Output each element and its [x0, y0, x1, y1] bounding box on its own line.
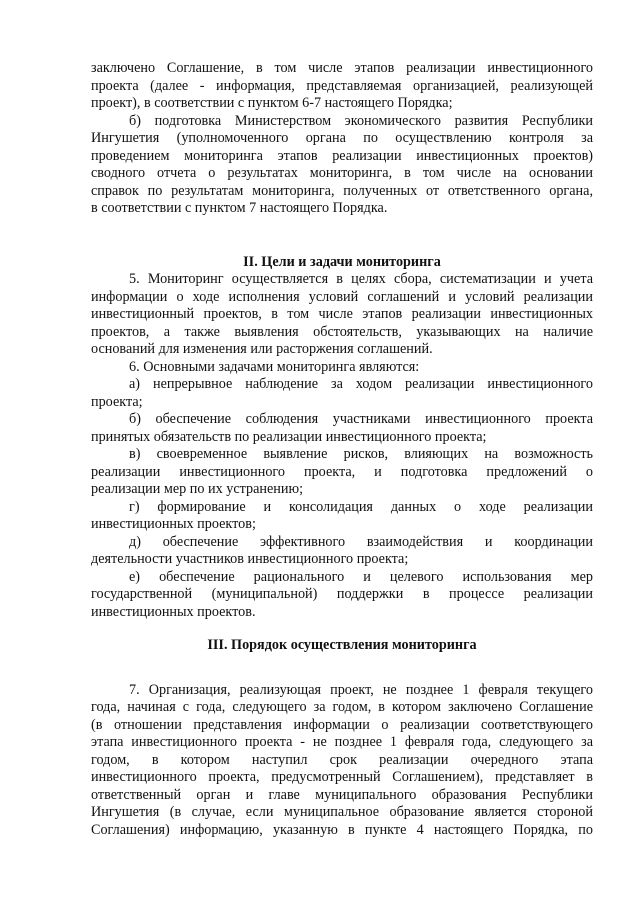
text-line: проекта;: [91, 393, 143, 410]
paragraph-point-6: 6. Основными задачами мониторинга являются:: [129, 358, 420, 375]
list-item-g: [91, 499, 593, 534]
text-line: инвестиционных проектов;: [91, 516, 256, 532]
text-line: б) подготовка Министерством экономического развития Республики: [129, 112, 593, 129]
text-line: года, начиная с года, следующего за годом, в котором заключено Соглашение: [91, 699, 593, 715]
text-line: а) непрерывное наблюдение за ходом реализации инвестиционного: [129, 376, 593, 392]
text-line: проект), в соответствии с пунктом 6-7 настоящего Порядка;: [91, 95, 453, 111]
text-line: д) обеспечение эффективного взаимодействия и координации: [129, 533, 593, 550]
text-line: е) обеспечение рационального и целевого использования мер: [129, 568, 593, 585]
list-item-a: [91, 376, 593, 411]
section-heading-procedure: III. Порядок осуществления мониторинга: [207, 637, 477, 653]
list-item-e: [91, 569, 593, 622]
text-line: б) обеспечение соблюдения участниками инвестиционного проекта: [129, 411, 593, 427]
text-line: оснований для изменения или расторжения соглашений.: [91, 341, 433, 357]
text-line: в) своевременное выявление рисков, влияющих на возможность: [129, 446, 593, 462]
text-line: Ингушетия (уполномоченного органа по осуществлению контроля за: [91, 130, 593, 146]
text-line: Ингушетия (в случае, если муниципальное образование является стороной: [91, 804, 593, 820]
paragraph-item-b-report: [91, 113, 593, 218]
text-line: проекта (далее - информация, представляемая организацией, реализующей: [91, 77, 593, 94]
text-line: принятых обязательств по реализации инвестиционного проекта;: [91, 428, 487, 445]
text-line: справок по результатам мониторинга, полученных от ответственного органа,: [91, 182, 593, 199]
text-line: 5. Мониторинг осуществляется в целях сбора, систематизации и учета: [129, 271, 593, 287]
section-heading-goals: II. Цели и задачи мониторинга: [243, 253, 441, 270]
text-line: в соответствии с пунктом 7 настоящего Порядка.: [91, 200, 388, 216]
text-line: этапа инвестиционного проекта - не позднее 1 февраля года, следующего за: [91, 734, 593, 750]
text-line: 7. Организация, реализующая проект, не позднее 1 февраля текущего: [129, 681, 593, 698]
list-item-b: [91, 411, 593, 446]
document-page: [91, 60, 593, 839]
paragraph-point-7: [91, 682, 593, 840]
text-line: (в отношении представления информации о реализации соответствующего: [91, 716, 593, 733]
list-item-v: [91, 446, 593, 499]
text-line: годом, в котором наступил срок реализации очередного этапа: [91, 751, 593, 768]
text-line: инвестиционных проектов.: [91, 603, 256, 620]
text-line: государственной (муниципальной) поддержки в процессе реализации: [91, 586, 593, 602]
text-line: сводного отчета о результатах мониторинга, в том числе на основании: [91, 165, 593, 181]
text-line: реализации мер по их устранению;: [91, 481, 304, 497]
text-line: проектов, а также выявления обстоятельств, указывающих на наличие: [91, 323, 593, 340]
text-line: Соглашения) информацию, указанную в пункте 4 настоящего Порядка, по: [91, 821, 593, 838]
text-line: г) формирование и консолидация данных о ходе реализации: [129, 498, 593, 515]
text-line: заключено Соглашение, в том числе этапов реализации инвестиционного: [91, 60, 593, 76]
paragraph-point-5: [91, 271, 593, 359]
text-line: реализации инвестиционного проекта, и подготовка предложений о: [91, 463, 593, 480]
text-line: инвестиционный проектов, в том числе этапов реализации инвестиционных: [91, 306, 593, 322]
text-line: ответственный орган и главе муниципального образования Республики: [91, 786, 593, 803]
text-line: проведением мониторинга этапов реализации инвестиционных проектов): [91, 147, 593, 164]
text-line: информации о ходе исполнения условий соглашений и условий реализации: [91, 288, 593, 305]
paragraph-monitoring-stages: [91, 60, 593, 113]
text-line: инвестиционного проекта, предусмотренный Соглашением), представляет в: [91, 769, 593, 785]
list-item-d: [91, 534, 593, 569]
text-line: деятельности участников инвестиционного проекта;: [91, 551, 409, 567]
